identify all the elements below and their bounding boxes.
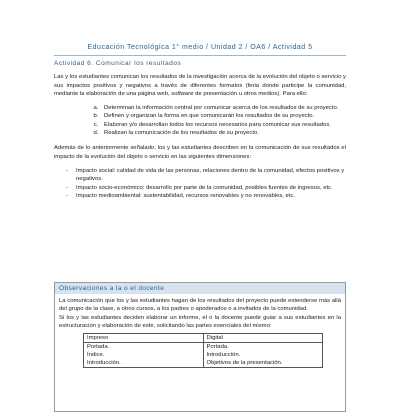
steps-list (54, 104, 346, 137)
list-item: Introducción. (87, 360, 121, 367)
intro-text-end: de presentación u otros medios). Para ello: (193, 90, 308, 97)
step-item: d. Realizan la comunicación de los resultados de su proyecto. (100, 129, 346, 137)
observations-paragraph: La comunicación que los y las estudiantes hagan de los resultados del proyecto puede extenderse más allá del grupo de la clase, a otros cursos, a los padres o apoderados o a invitados de la comunidad. (59, 298, 341, 313)
dimensions-intro: Además de lo anteriormente señalado, los y las estudiantes describen en la comunicación de sus resultados el impacto de la evolución del objeto o servicio en las siguientes dimensiones: (54, 145, 346, 160)
list-item: Introducción. (206, 352, 241, 359)
table-header-digital: Digital (203, 334, 323, 343)
table-header-row (84, 334, 323, 343)
observations-body (55, 294, 345, 368)
main-content (54, 60, 346, 209)
step-item: b. Definen y organizan la forma en que comunicarán los resultados de su proyecto. (100, 112, 346, 120)
intro-text-start: Las y los estudiantes comunican los resultados de la investigación acerca de la evolución del objeto o servicio y sus impactos positivos y negativos a través de diferentes formatos (feria donde participe la comunidad, mediante la elaboración de una página web, (54, 74, 346, 97)
digital-cell (203, 343, 323, 368)
observations-title: Observaciones a la o el docente (55, 283, 345, 294)
activity-title: Actividad 6. Comunicar los resultados (54, 60, 182, 67)
header-divider (54, 55, 346, 56)
report-parts-table (83, 333, 323, 368)
list-item: Portada. (206, 344, 229, 351)
table-row (84, 343, 323, 368)
list-item: Portada. (87, 344, 110, 351)
observations-box (54, 282, 346, 412)
observations-paragraph: Si los y las estudiantes deciden elaborar un informe, el o la docente puede guiar a sus estudiantes en la estructuración y elaboración de este, solicitando las partes esenciales del mismo: (59, 315, 341, 330)
impreso-cell (84, 343, 204, 368)
dimension-item: - Impacto medioambiental: sustentabilidad, recursos renovables y no renovables, etc. (66, 192, 346, 200)
dimension-item: - Impacto socio-económico: desarrollo por parte de la comunidad, posibles fuentes de ingresos, etc. (66, 184, 346, 192)
list-item: Objetivos de la presentación. (206, 360, 283, 367)
step-item: c. Elaboran y/o desarrollan todos los recursos necesarios para comunicar sus resultados. (100, 121, 346, 129)
dimensions-list (54, 167, 346, 200)
intro-paragraph (54, 73, 346, 98)
list-item: Índice. (87, 352, 105, 359)
table-header-impreso: Impreso (84, 334, 204, 343)
intro-italic-word: software (171, 90, 194, 97)
step-item: a. Determinan la información central por comunicar acerca de los resultados de su proyecto. (100, 104, 346, 112)
dimension-item: - Impacto social: calidad de vida de las personas, relaciones dentro de la comunidad, efectos positivos y negativos. (66, 167, 346, 184)
page-header: Educación Tecnológica 1° medio / Unidad 2 / OA6 / Actividad 5 (87, 44, 313, 51)
